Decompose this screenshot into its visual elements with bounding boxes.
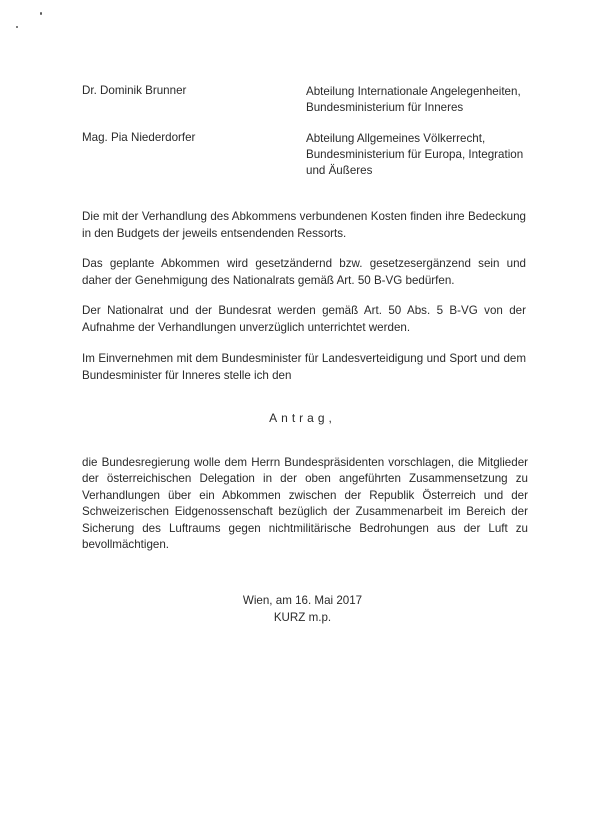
department-line: Abteilung Allgemeines Völkerrecht, <box>306 132 486 145</box>
recipient-department <box>306 131 536 180</box>
department-line: und Äußeres <box>306 164 373 178</box>
signature-block <box>0 593 605 626</box>
recipient-department <box>306 84 536 116</box>
proposal-text: die Bundesregierung wolle dem Herrn Bundespräsidenten vorschlagen, die Mitglieder der österreichischen Delegation in der oben angeführten Zusammensetzung zu Verhandlungen über ein Abkommen zwischen der Republik Österreich und der Schweizerischen Eidgenossenschaft bezüglich der Zusammenarbeit im Bereich der Sicherung des Luftraums gegen nichtmilitärische Bedrohungen aus der Luft zu bevollmächtigen. <box>82 456 528 552</box>
paragraph-approval: Das geplante Abkommen wird gesetzändernd bzw. gesetzesergänzend sein und daher der Genehmigung des Nationalrats gemäß Art. 50 B-VG bedürfen. <box>82 257 526 287</box>
signer: KURZ m.p. <box>273 610 332 624</box>
paragraph-costs: Die mit der Verhandlung des Abkommens verbundenen Kosten finden ihre Bedeckung in den Budgets der jeweils entsendenden Ressorts. <box>82 210 526 240</box>
place-date: Wien, am 16. Mai 2017 <box>242 594 363 607</box>
paragraph-parliament: Der Nationalrat und der Bundesrat werden gemäß Art. 50 Abs. 5 B-VG von der Aufnahme der Verhandlungen unverzüglich unterrichtet werden. <box>82 304 526 334</box>
recipient-name: Dr. Dominik Brunner <box>82 84 187 97</box>
scan-speck <box>16 26 18 28</box>
department-line: Bundesministerium für Inneres <box>306 101 464 115</box>
department-line: Abteilung Internationale Angelegenheiten, <box>306 85 521 98</box>
department-line: Bundesministerium für Europa, Integration <box>306 148 524 162</box>
scan-speck <box>40 12 42 15</box>
paragraph-agreement: Im Einvernehmen mit dem Bundesminister für Landesverteidigung und Sport und dem Bundesminister für Inneres stelle ich den <box>82 352 526 382</box>
recipient-name: Mag. Pia Niederdorfer <box>82 131 196 144</box>
antrag-heading: Antrag, <box>269 411 336 425</box>
